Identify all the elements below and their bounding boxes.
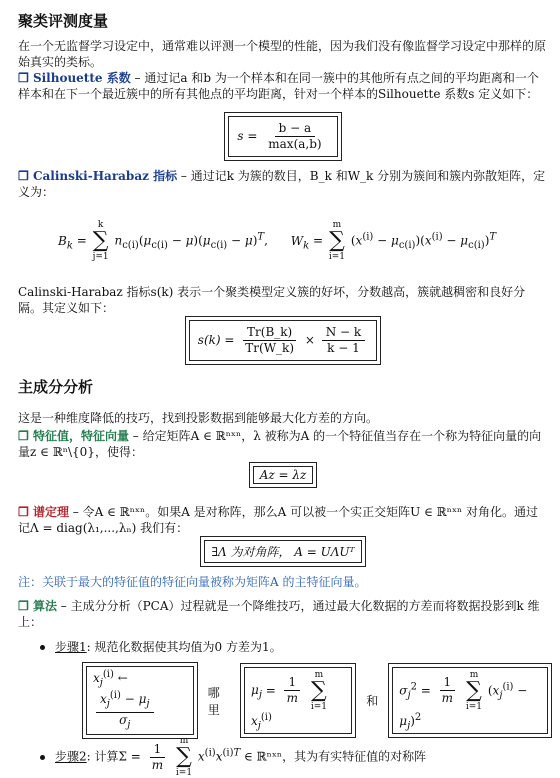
ch-formula-wrap bbox=[18, 316, 548, 365]
spectral-text: – 令A ∈ ℝⁿˣⁿ。如果A 是对称阵，那么A 可以被一个实正交矩阵U ∈ ℝⁿˣⁿ 对角化。通过记Λ = diag(λ₁,...,λₙ) 我们有： bbox=[18, 505, 539, 535]
bullet-icon bbox=[40, 755, 45, 760]
ch-label: Calinski-Harabaz 指标 bbox=[32, 169, 178, 183]
ch-num1: Tr(B_k) bbox=[243, 325, 296, 341]
silhouette-paragraph bbox=[18, 70, 546, 102]
silhouette-formula bbox=[224, 112, 341, 161]
step1-item bbox=[40, 638, 282, 655]
and-label: 和 bbox=[366, 694, 379, 709]
section-title-pca: 主成分分析 bbox=[18, 378, 94, 396]
eigen-eq: Az = λz bbox=[259, 468, 307, 482]
section-title-clustering: 聚类评测度量 bbox=[18, 12, 109, 30]
step1-text: : 规范化数据使其均值为0 方差为1。 bbox=[86, 640, 282, 654]
algo-text: – 主成分分析（PCA）过程就是一个降维技巧，通过最大化数据的方差而将数据投影到k 维上： bbox=[18, 599, 540, 629]
variance-formula: $\sigma_j^2$ = $\frac{1}{m}$ m ∑ i=1 $(x_j^{(i)} - \mu_j)^2$ bbox=[388, 663, 552, 738]
principal-eigenvector-note: 注：关联于最大的特征值的特征向量被称为矩阵A 的主特征向量。 bbox=[18, 575, 367, 589]
spectral-formula-wrap bbox=[18, 536, 548, 567]
spectral-formula bbox=[200, 536, 365, 567]
step1-label: 步骤1 bbox=[55, 640, 87, 654]
ch-num2: N − k bbox=[322, 325, 365, 341]
spectral-label: 谱定理 bbox=[32, 505, 69, 519]
eigen-label: 特征值，特征向量 bbox=[32, 429, 129, 443]
ch-lhs: s(k) = bbox=[197, 333, 235, 347]
silhouette-formula-wrap bbox=[18, 112, 548, 161]
mean-formula: $\mu_j$ = $\frac{1}{m}$ m ∑ i=1 $x_j^{(i)}$ bbox=[240, 663, 356, 738]
algo-paragraph: ❒ 算法 – 主成分分析（PCA）过程就是一个降维技巧，通过最大化数据的方差而将数据投影到k 维上： bbox=[18, 599, 540, 629]
ch-explain: Calinski-Harabaz 指标s(k) 表示一个聚类模型定义簇的好坏，分数越高，簇就越稠密和良好分隔。其定义如下： bbox=[18, 285, 526, 315]
spectral-eq: ∃Λ 为对角阵， A = UΛUᵀ bbox=[211, 545, 355, 559]
silhouette-text: – 通过记a 和b 为一个样本和在同一簇中的其他所有点之间的平均距离和一个样本和在下一个最近簇中的所有其他点的平均距离，针对一个样本的Silhouette 系数s 定义如下： bbox=[18, 71, 539, 101]
ch-times: × bbox=[304, 333, 315, 347]
silhouette-label: Silhouette 系数 bbox=[32, 71, 131, 85]
ch-paragraph: ❒ Calinski-Harabaz 指标 – 通过记k 为簇的数目，B_k 和W_k 分别为簇间和簇内弥散矩阵，定义为： bbox=[18, 169, 546, 199]
bullet-icon bbox=[40, 645, 45, 650]
silhouette-label-wrap: ❒ Silhouette 系数 bbox=[18, 71, 131, 85]
normalize-formula: $x_j^{(i)}$ ← $\frac{x_j^{(i)} - \mu_j}{\sigma_j}$ bbox=[82, 662, 198, 739]
silhouette-num: b − a bbox=[275, 121, 316, 137]
ch-formula bbox=[185, 316, 381, 365]
step1-formulas bbox=[82, 662, 552, 739]
eigen-formula-wrap bbox=[18, 462, 548, 488]
clustering-intro: 在一个无监督学习设定中，通常难以评测一个模型的性能，因为我们没有像监督学习设定中那样的原始真实的类标。 bbox=[18, 39, 547, 69]
algo-label: 算法 bbox=[32, 599, 57, 613]
ch-den2: k − 1 bbox=[327, 341, 360, 355]
pca-intro: 这是一种维度降低的技巧，找到投影数据到能够最大化方差的方向。 bbox=[18, 411, 379, 425]
eigen-text: – 给定矩阵A ∈ ℝⁿˣⁿ，λ 被称为A 的一个特征值当存在一个称为特征向量的向量z ∈ ℝⁿ\{0}，使得： bbox=[18, 429, 542, 459]
eigen-formula bbox=[249, 462, 318, 488]
where-label: 哪里 bbox=[207, 685, 220, 717]
spectral-paragraph: ❒ 谱定理 – 令A ∈ ℝⁿˣⁿ。如果A 是对称阵，那么A 可以被一个实正交矩阵U ∈ ℝⁿˣⁿ 对角化。通过记Λ = diag(λ₁,...,λₙ) 我们有： bbox=[18, 505, 539, 535]
step2-text-post: ∈ ℝⁿˣⁿ，其为有实特征值的对称阵 bbox=[243, 749, 427, 764]
step2-item: 步骤2: 计算Σ = $\frac{1}{m}$ m ∑ i=1 $x^{(i)}x^{(i)T}$ ∈ ℝⁿˣⁿ，其为有实特征值的对称阵 bbox=[40, 736, 426, 778]
eigen-paragraph: ❒ 特征值，特征向量 – 给定矩阵A ∈ ℝⁿˣⁿ，λ 被称为A 的一个特征值当存在一个称为特征向量的向量z ∈ ℝⁿ\{0}，使得： bbox=[18, 429, 542, 459]
ch-den1: Tr(W_k) bbox=[245, 341, 295, 355]
silhouette-den: max(a,b) bbox=[268, 137, 322, 151]
scatter-matrices-formula: $B_k$ = k ∑ j=1 $n_{c(i)}(\mu_{c(i)} - \mu)(\mu_{c(i)} - \mu)^T$, $W_k$ = m ∑ i=1 $(x^{(i)} - \mu_{c(i)})(x^{(i)} - \mu_{c(i)})^T$ bbox=[58, 220, 497, 262]
ch-text: – 通过记k 为簇的数目，B_k 和W_k 分别为簇间和簇内弥散矩阵，定义为： bbox=[18, 169, 546, 199]
silhouette-lhs: s = bbox=[237, 129, 258, 143]
step2-text-pre: : 计算Σ = bbox=[86, 749, 141, 764]
step2-label: 步骤2 bbox=[55, 749, 87, 764]
